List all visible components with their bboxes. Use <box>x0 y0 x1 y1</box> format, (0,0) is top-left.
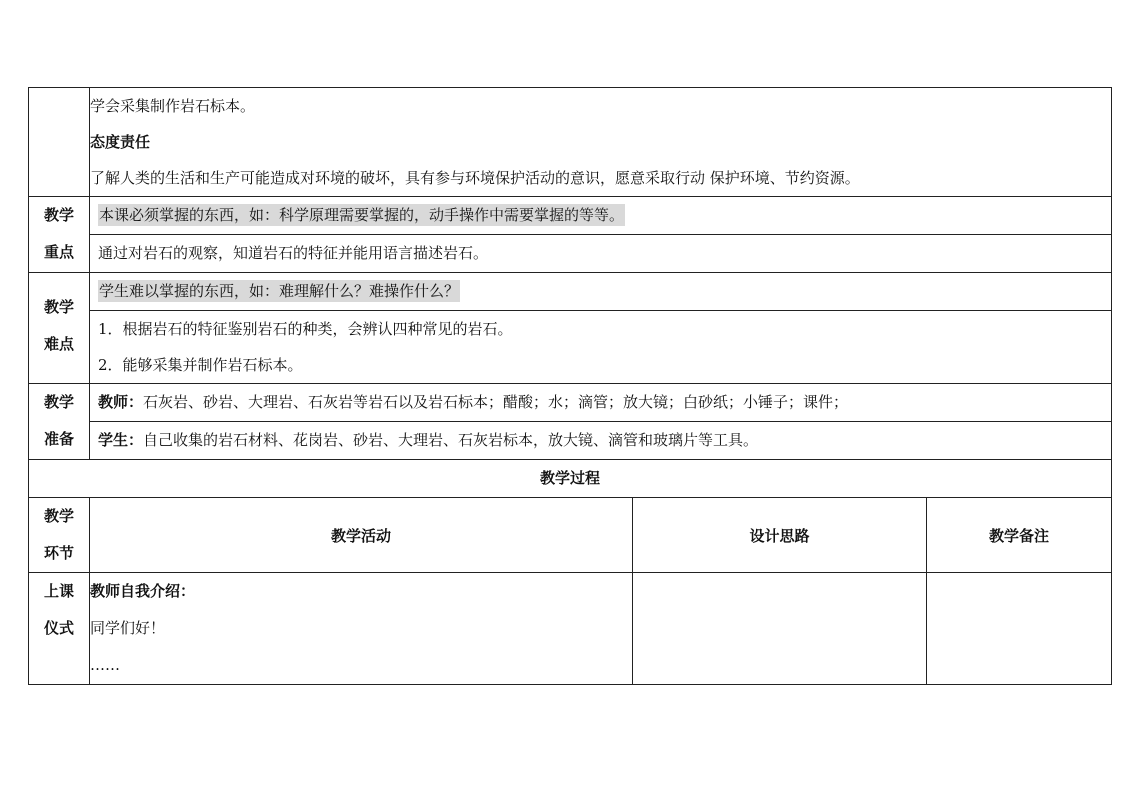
ceremony-design <box>633 573 927 685</box>
objective-line: 学会采集制作岩石标本。 <box>90 97 256 115</box>
key-points-content <box>90 197 1112 273</box>
key-points-label: 教学 重点 <box>29 197 90 273</box>
preparation-content <box>90 384 1112 460</box>
ceremony-line: …… <box>90 656 120 674</box>
ceremony-row <box>29 573 1112 685</box>
difficulties-label: 教学 难点 <box>29 273 90 384</box>
preparation-label: 教学 准备 <box>29 384 90 460</box>
process-title: 教学过程 <box>29 460 1112 498</box>
key-points-row <box>29 197 1112 273</box>
student-materials: 学生：自己收集的岩石材料、花岗岩、砂岩、大理岩、石灰岩标本，放大镜、滴管和玻璃片等工具。 <box>90 421 1111 459</box>
difficulty-item: 1．根据岩石的特征鉴别岩石的种类，会辨认四种常见的岩石。 <box>98 320 513 338</box>
difficulties-content <box>90 273 1112 384</box>
key-points-hint: 本课必须掌握的东西，如：科学原理需要掌握的，动手操作中需要掌握的等等。 <box>99 206 625 224</box>
objectives-continuation-row <box>29 88 1112 197</box>
ceremony-activity <box>90 573 633 685</box>
col-header-activity: 教学活动 <box>90 498 633 573</box>
objectives-content <box>90 88 1112 197</box>
key-points-text: 通过对岩石的观察，知道岩石的特征并能用语言描述岩石。 <box>90 234 1111 272</box>
col-header-stage: 教学 环节 <box>29 498 90 573</box>
attitude-heading: 态度责任 <box>90 133 151 151</box>
col-header-design: 设计思路 <box>633 498 927 573</box>
difficulties-row <box>29 273 1112 384</box>
teacher-materials: 教师：石灰岩、砂岩、大理岩、石灰岩等岩石以及岩石标本；醋酸；水；滴管；放大镜；白砂纸；小锤子；课件； <box>98 393 849 411</box>
objective-line: 了解人类的生活和生产可能造成对环境的破坏，具有参与环境保护活动的意识，愿意采取行动 保护环境、节约资源。 <box>90 169 860 187</box>
col-header-notes: 教学备注 <box>927 498 1112 573</box>
difficulties-hint: 学生难以掌握的东西，如：难理解什么？难操作什么？ <box>99 282 460 300</box>
row-label-empty <box>29 88 90 197</box>
preparation-row <box>29 384 1112 460</box>
ceremony-line: 教师自我介绍： <box>90 582 196 600</box>
lesson-plan-table <box>28 87 1112 685</box>
process-header-row <box>29 498 1112 573</box>
ceremony-label: 上课 仪式 <box>29 573 90 685</box>
ceremony-line: 同学们好！ <box>90 619 166 637</box>
process-title-row <box>29 460 1112 498</box>
difficulty-item: 2．能够采集并制作岩石标本。 <box>98 356 303 374</box>
ceremony-notes <box>927 573 1112 685</box>
